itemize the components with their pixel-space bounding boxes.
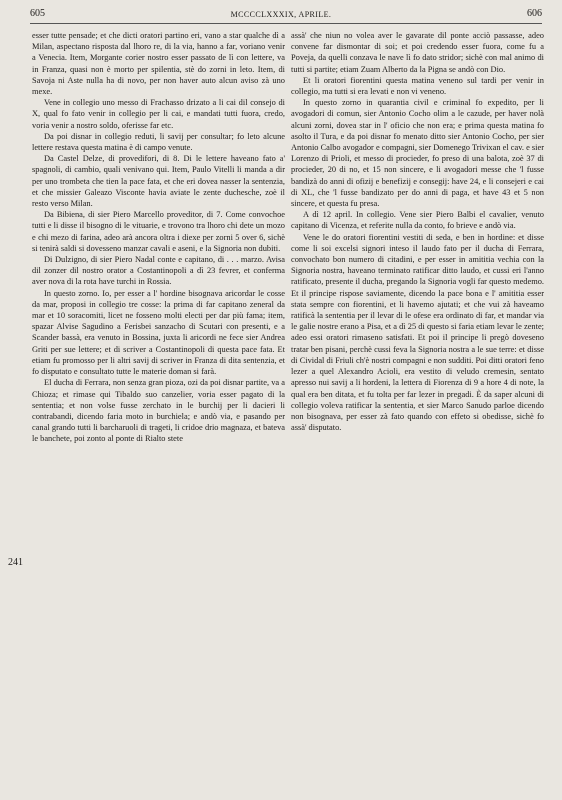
paragraph: Vene in collegio uno messo di Frachasso drizato a li cai dil consejo di X, qual fo fato venir in collegio per li cai, e mandati tutti fuora, credo, voria venir a nostro soldo, oferisse far etc.	[32, 98, 285, 130]
paragraph: Vene le do oratori fiorentini vestiti di seda, e ben in hordine: et disse come li soi excelsi signori inteso il laudo fato per il ducha di Ferrara, convochato bon numero di citadini, e per esser in amititia vechia con la Signoria nostra, haveano terminato ratificar ditto laudo, et cussi eri l'anno ratificato, presente il ducha, pregando la Signoria vogli far questo medemo. Et il principe rispose saviamente, dicendo la pace bona e l' amititia esser stata sempre con fiorentini, et li havemo ajutati; et che vui zà haveamo ratificà la sententia per il levar di le ofese era ordinato di far, et mandar via le galie nostre erano a Pisa, et a dì 25 di questo si faria etiam levar le zente; adeo essi oratori rimaseno satisfati. Et poi il principe li pregò doveseno tratar ben pisani, perchè cussi feva la Signoria nostra a le sue terre: et disse di Cividal di Friuli ch'è nostri compagni e non sudditi. Poi ditti oratori feno lezer a quel Alexandro Acioli, era vestito di veludo cremesin, sentato apresso nui savij a li hordeni, la lettera di Fiorenza di 9 a hore 4 di note, la qual era ben ditata, et fu tolta per far lezer in pregadi. È da saper alcuni di collegio voleva ratificar la sententia, et sier Marco Sanudo parloe dicendo non bisognava, per esser zà fato quando con effeto si obedisse, sichè fo assà' disputato.	[291, 232, 544, 433]
running-title: MCCCCLXXXIX, APRILE.	[230, 10, 332, 19]
page-number-left: 605	[30, 8, 45, 19]
paragraph: assà' che niun no volea aver le gavarate dil ponte acciò passasse, adeo convene far dismontar di soi; et poi credendo esser fuora, come fu a Poveja, da quelli conzava le nave lì fo dato stridor; sichè con mal animo di tutti si partite; etiam Zuam Alberto da la Pigna se andò con Dio.	[291, 31, 544, 74]
paragraph: Da Castel Delze, di provedifori, di 8. Di le lettere haveano fato a' spagnoli, di cambio, quali venivano qui. Item, Paulo Vitelli li manda a dir per uno trombeta che tien la pace fata, et che eri dovea nasser la sentenzia, et che missier Galeazo Visconte havia aviate le zente duchesche, zoè il resto verso Milan.	[32, 154, 285, 209]
left-column	[32, 30, 285, 445]
paragraph: In questo zorno in quarantia civil e criminal fo expedito, per li avogadori di comun, sier Antonio Cocho olim a le cazude, per haver nolà alcuni zorni, dovea star in l' oficio che non era; e prima questa matina fo asolto il Tura, e da poi disnar fo menato ditto sier Antonio Cocho, per sier Antonio Calbo avogador e compagni, sier Domenego Trivixan el cav. e sier Lorenzo di Prioli, et messo di procieder, fo preso di una balota, zoè 37 di procieder, 20 di no, et 15 non sincere, e li avogadori messe che 'l fusse bandizà do anni di ofizij e benefizij e consegij: have 24, e li consejeri e cai di XL, che 'l fusse bandizato per do anni di paga, et have 43 et 5 non sincere, et questa fu presa.	[291, 98, 544, 209]
right-column	[291, 30, 544, 433]
paragraph: A dì 12 april. In collegio. Vene sier Piero Balbi el cavalier, venuto capitano di Vicenza, et referite nulla da conto, fo brieve e andò via.	[291, 210, 544, 231]
paragraph: Et li oratori fiorentini questa matina veneno sul tardi per venir in collegio, ma tutti si era levati e non vi veneno.	[291, 75, 544, 97]
paragraph: Di Dulzigno, di sier Piero Nadal conte e capitano, di . . . marzo. Avisa dil zonzer dil nostro orator a Costantinopoli a dì 23 fevrer, et conferma aver nova di la rota have turchi in Rossia.	[32, 255, 285, 287]
paragraph: Da poi disnar in collegio reduti, li savij per consultar; fo leto alcune lettere restava questa matina è di campo venute.	[32, 131, 285, 153]
page-number-right: 606	[527, 8, 542, 19]
paragraph: Da Bibiena, di sier Piero Marcello proveditor, di 7. Come convochoe tutti e li disse il bisogno di le vituarie, e trovono tra lhoro chi dete un mozo e chi mezo di farina, adeo arà ancora oltra i diexe per zorni 5 over 6, sichè si tenirà saldi si dovesseno manzar cavali e aseni, e la Signoria non dubiti.	[32, 210, 285, 253]
paragraph: In questo zorno. Io, per esser a l' hordine bisognava aricordar le cosse da mar, proposi in collegio tre cosse: la prima di far capitano zeneral da mar et 10 soracomiti, licet ne fosseno molti electi per dar più fama; item, spazar Alvise Sagudino a Ferisbei sanzacho di Scutari con presenti, e a Scander bassà, era venuto in Bossina, juxta li aricordi ne fece sier Andrea Griti per sue lettere; et di scriver a Costantinopoli di questa pace fata. Et etiam fu promosso per li altri savij di scriver in Franza di dita sentenzia, et fo disputato e consultato tutte le materie doman si farà.	[32, 288, 285, 377]
margin-folio-number: 241	[8, 557, 23, 568]
paragraph: esser tutte pensade; et che dicti oratori partino eri, vano a star qualche dì a Milan, aspectano risposta dal lhoro re, di la via, hanno a far, voriano venir a Venecia. Item, Morgante corier nostro esser passato de lì con lettere, va in Franza, quasi non è morto per spilentia, stè do zorni in leto. Item, di Savoja ni Aste nulla ha di novo, per non haver auto alcun aviso zà uno mexe.	[32, 31, 285, 97]
header-rule	[30, 23, 542, 24]
paragraph: El ducha di Ferrara, non senza gran pioza, ozi da poi disnar partite, va a Chioza; et rimase qui Tibaldo suo canzelier, voria esser pagato di la sententia; et non volse fusse zerchato in le burchij per li dacieri li contrabandi, dicendo faria moto in burchiela; e andò via, e pasando per canal grando tutti li barcharuoli di trageti, li cridoe drio magnaza, et bateva le banchete, poi zonto al ponte di Rialto stete	[32, 378, 285, 444]
